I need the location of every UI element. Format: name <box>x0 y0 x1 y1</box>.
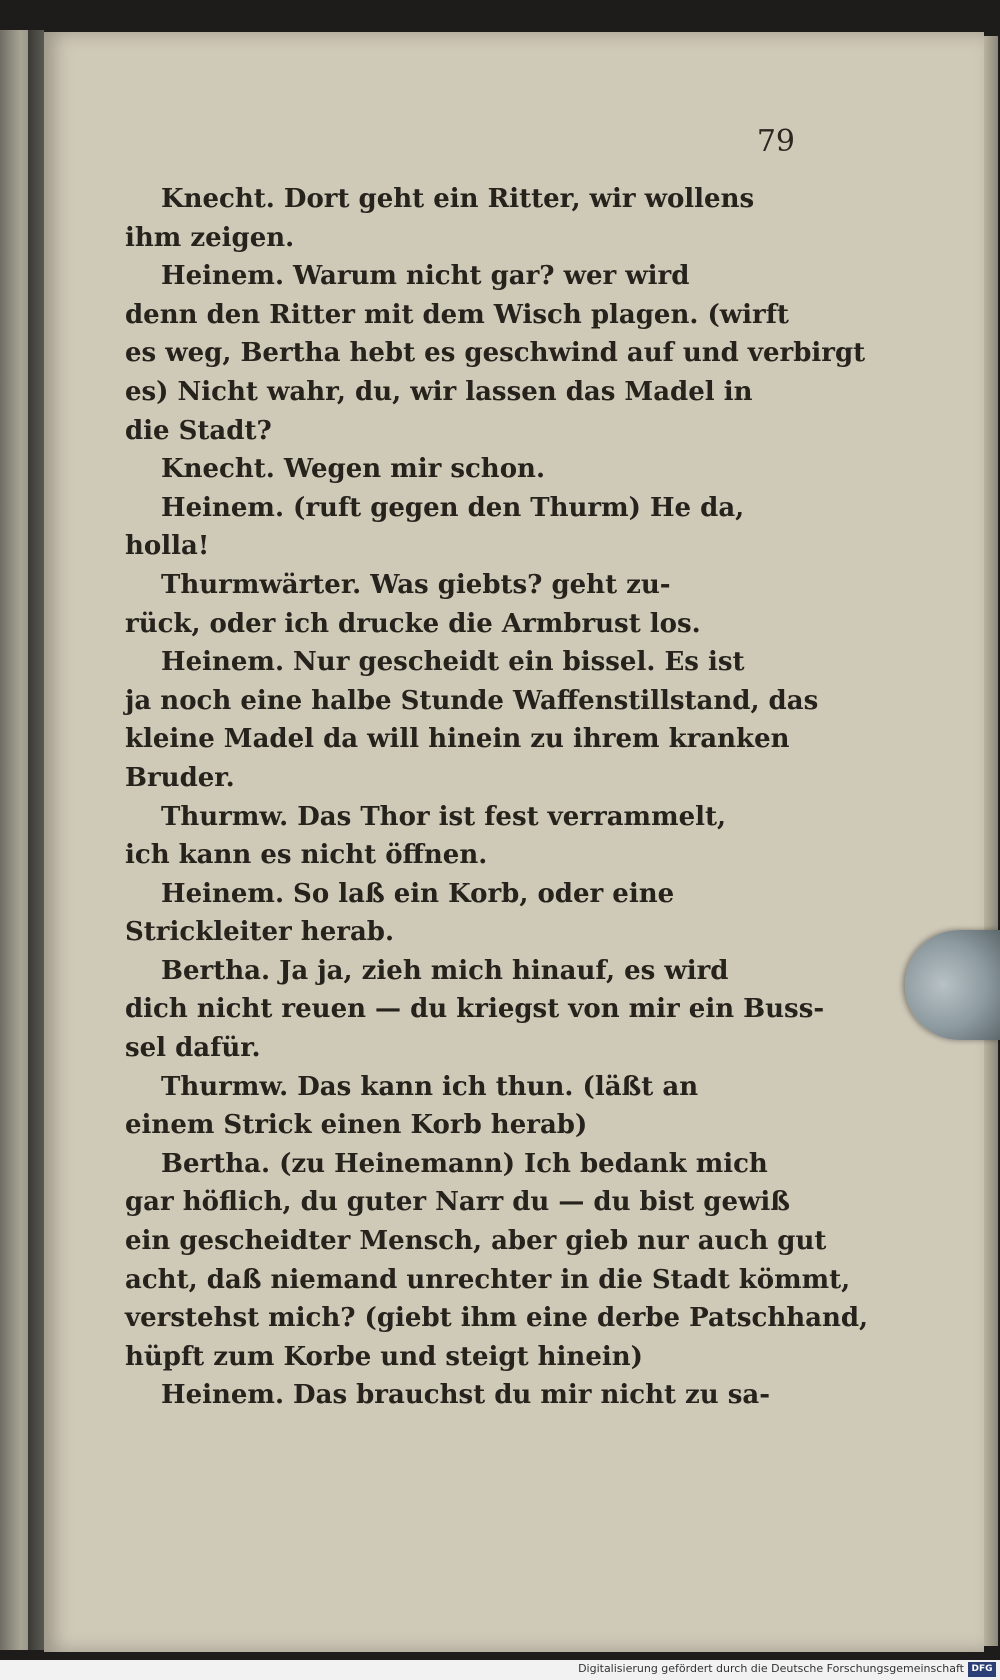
text-line: Thurmw. Das Thor ist fest verrammelt, <box>161 801 727 832</box>
text-line: acht, daß niemand unrechter in die Stadt kömmt, <box>125 1264 851 1295</box>
page-number: 79 <box>756 124 795 159</box>
text-line: Bruder. <box>125 762 235 793</box>
text-line: Heinem. Das brauchst du mir nicht zu sa- <box>161 1380 771 1411</box>
text-line: die Stadt? <box>125 415 272 446</box>
text-line: es) Nicht wahr, du, wir lassen das Madel in <box>125 376 753 407</box>
text-line: Thurmwärter. Was giebts? geht zu- <box>161 569 671 600</box>
text-line: kleine Madel da will hinein zu ihrem kranken <box>125 724 790 755</box>
text-line: Knecht. Wegen mir schon. <box>161 454 545 485</box>
dfg-logo: DFG <box>968 1662 996 1677</box>
text-line: Bertha. (zu Heinemann) Ich bedank mich <box>161 1148 768 1179</box>
text-line: sel dafür. <box>125 1033 261 1064</box>
text-line: holla! <box>125 531 210 562</box>
text-line: Heinem. Nur gescheidt ein bissel. Es ist <box>161 647 745 678</box>
text-line: Strickleiter herab. <box>125 917 395 948</box>
text-line: Knecht. Dort geht ein Ritter, wir wollens <box>161 184 755 214</box>
text-line: Heinem. Warum nicht gar? wer wird <box>161 261 690 292</box>
text-line: gar höflich, du guter Narr du — du bist gewiß <box>125 1187 791 1218</box>
text-line: Bertha. Ja ja, zieh mich hinauf, es wird <box>161 955 729 986</box>
page-right-edge <box>984 36 998 1646</box>
text-line: hüpft zum Korbe und steigt hinein) <box>125 1341 643 1372</box>
text-line: es weg, Bertha hebt es geschwind auf und verbirgt <box>125 338 866 369</box>
text-line: Heinem. So laß ein Korb, oder eine <box>161 878 675 909</box>
text-line: ja noch eine halbe Stunde Waffenstillstand, das <box>125 685 819 716</box>
page-text <box>125 180 869 1415</box>
book-spine <box>28 30 44 1650</box>
text-line: Heinem. (ruft gegen den Thurm) He da, <box>161 492 745 523</box>
text-line: denn den Ritter mit dem Wisch plagen. (wirft <box>125 299 789 330</box>
text-line: dich nicht reuen — du kriegst von mir ein Buss- <box>125 994 825 1025</box>
text-line: rück, oder ich drucke die Armbrust los. <box>125 608 701 639</box>
text-line: ihm zeigen. <box>125 222 295 253</box>
text-line: ich kann es nicht öffnen. <box>125 840 488 871</box>
text-line: ein gescheidter Mensch, aber gieb nur auch gut <box>125 1226 827 1257</box>
text-line: Thurmw. Das kann ich thun. (läßt an <box>161 1071 699 1102</box>
footer-credit: Digitalisierung gefördert durch die Deutsche Forschungsgemeinschaft <box>578 1662 964 1675</box>
text-line: einem Strick einen Korb herab) <box>125 1110 588 1141</box>
text-line: verstehst mich? (giebt ihm eine derbe Patschhand, <box>125 1303 869 1334</box>
